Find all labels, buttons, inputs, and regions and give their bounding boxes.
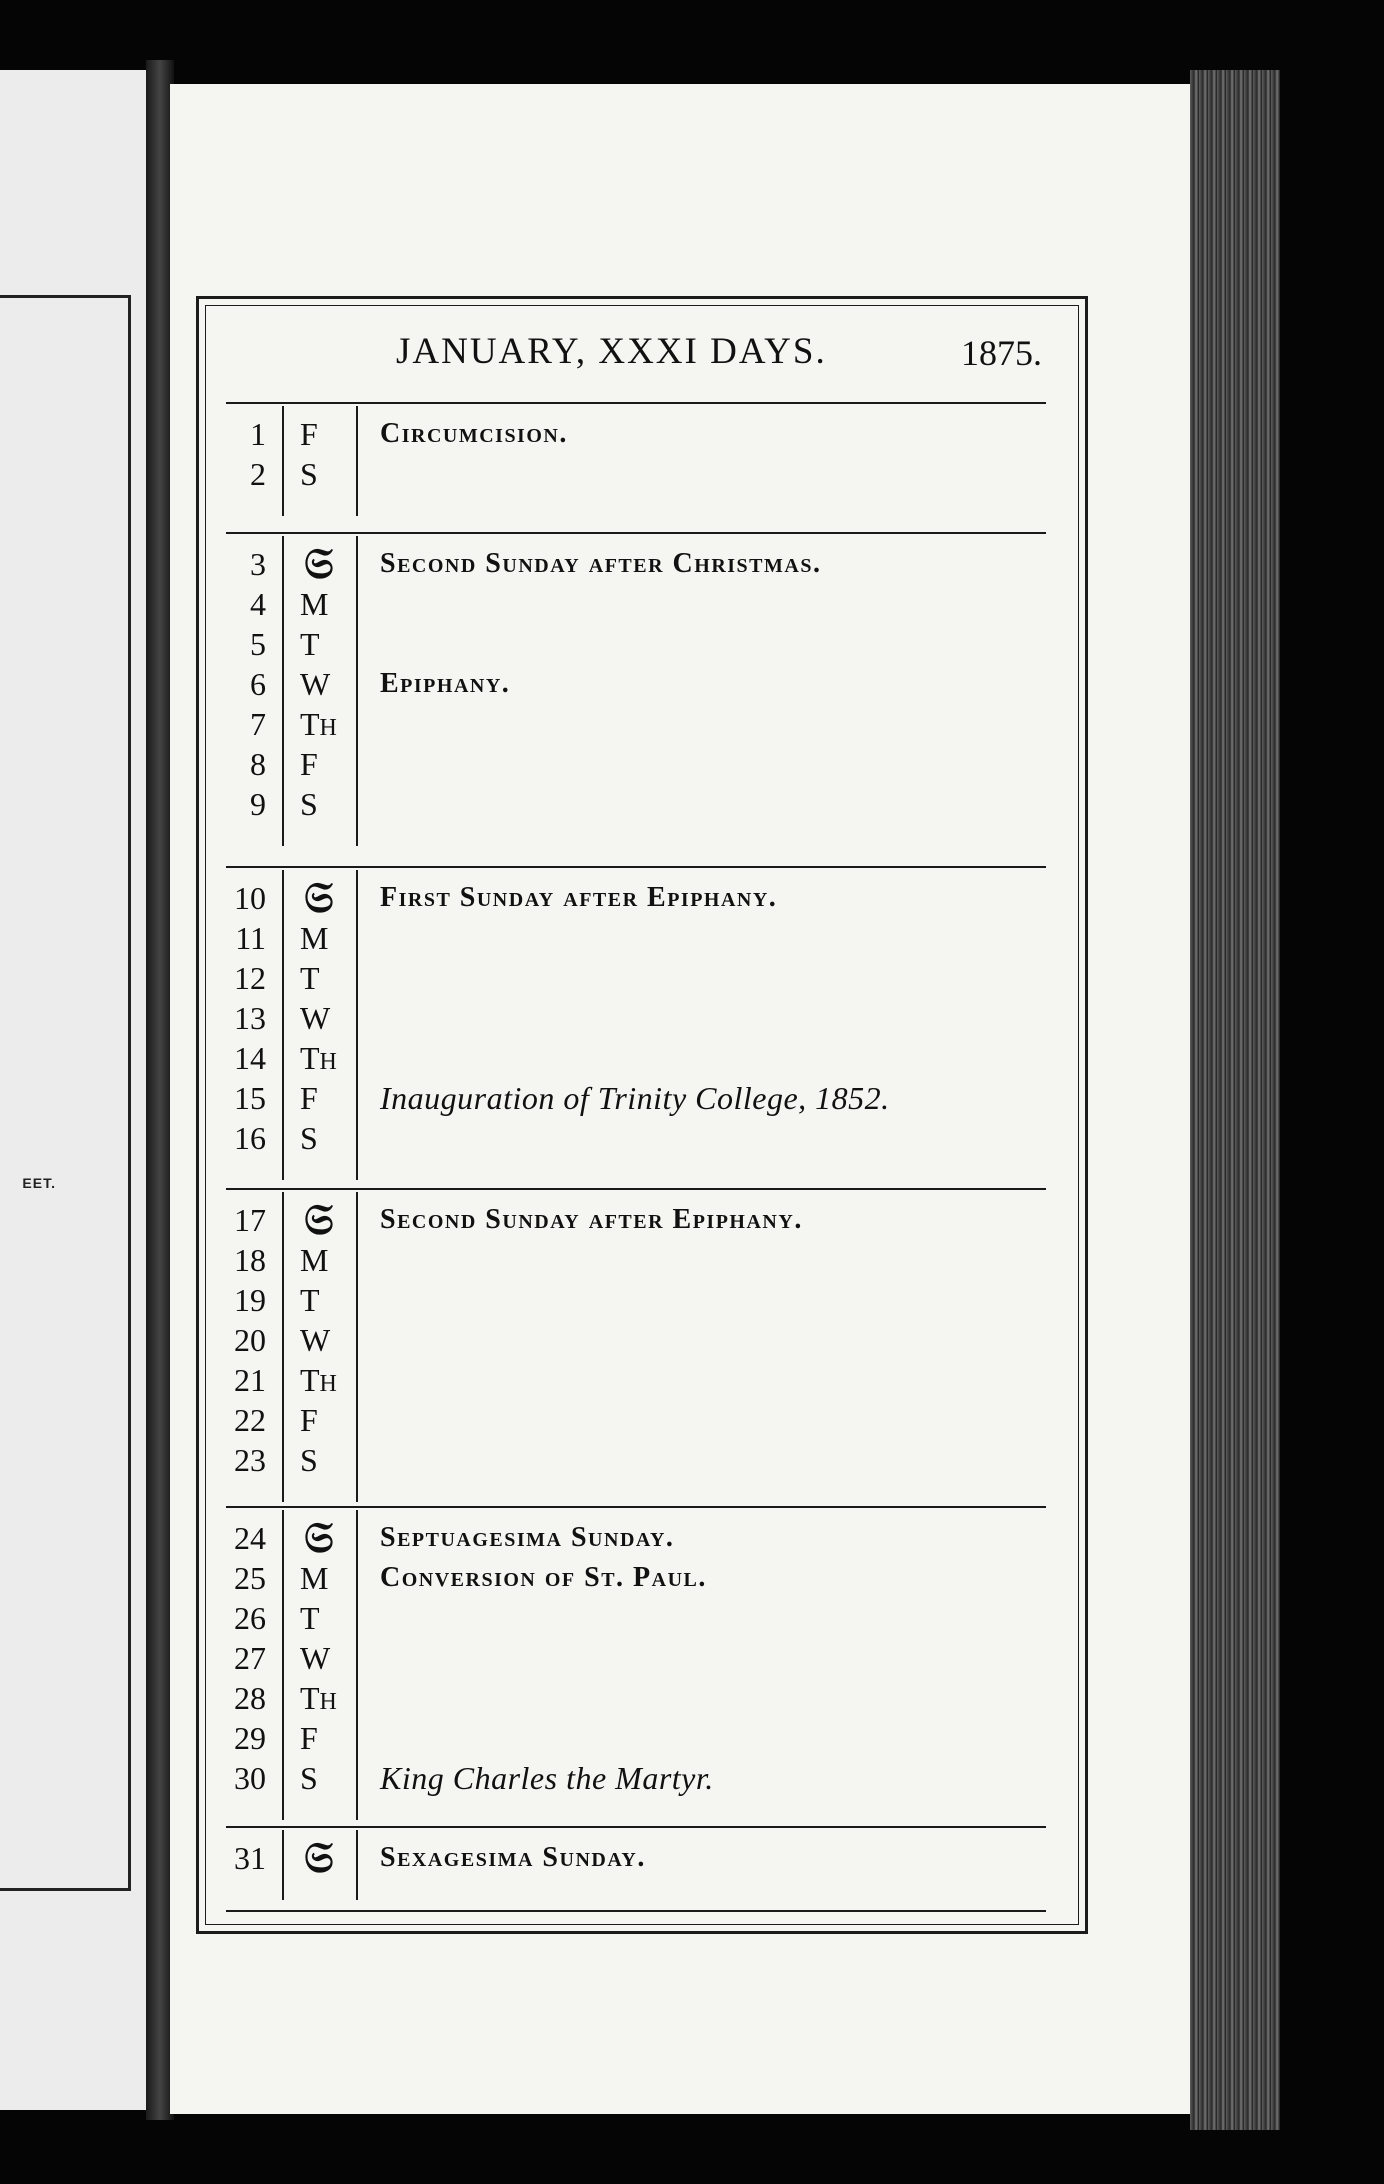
event-text: Circumcision.: [380, 418, 568, 449]
calendar-row: [226, 664, 1046, 704]
calendar-row: [226, 1598, 1046, 1638]
weekday-letter: M: [300, 586, 329, 622]
weekday-letter: TH: [300, 1680, 337, 1716]
calendar-row: [226, 998, 1046, 1038]
weekday-letter: S: [300, 1120, 318, 1156]
day-number: 15: [234, 1080, 266, 1116]
day-number: 9: [250, 786, 266, 822]
weekday-letter: S: [300, 456, 318, 492]
event-text: First Sunday after Epiphany.: [380, 882, 778, 913]
year-label: 1875.: [961, 333, 1042, 373]
day-number: 26: [234, 1600, 266, 1636]
calendar-row: [226, 414, 1046, 454]
day-number: 8: [250, 746, 266, 782]
event-text: Sexagesima Sunday.: [380, 1842, 646, 1873]
day-number: 28: [234, 1680, 266, 1716]
calendar-row: [226, 1558, 1046, 1598]
weekday-letter: M: [300, 1242, 329, 1278]
day-number: 22: [234, 1402, 266, 1438]
page-edges: [1190, 70, 1280, 2130]
calendar-row: [226, 1440, 1046, 1480]
week-divider: [226, 402, 1046, 404]
week-divider: [226, 1188, 1046, 1190]
day-number: 4: [250, 586, 266, 622]
day-number: 23: [234, 1442, 266, 1478]
calendar-row: [226, 744, 1046, 784]
month-title: JANUARY, XXXI DAYS.: [396, 331, 827, 372]
day-number: 27: [234, 1640, 266, 1676]
day-number: 2: [250, 456, 266, 492]
weekday-letter: T: [300, 626, 320, 662]
day-number: 10: [234, 880, 266, 916]
calendar-row: [226, 1833, 1046, 1882]
calendar-row: [226, 918, 1046, 958]
event-text: Inauguration of Trinity College, 1852.: [380, 1080, 890, 1116]
weekday-letter: W: [300, 1640, 331, 1676]
weekday-letter: W: [300, 666, 331, 702]
calendar-row: [226, 454, 1046, 494]
day-number: 3: [250, 546, 266, 582]
calendar-row: [226, 624, 1046, 664]
weekday-letter: T: [300, 1282, 320, 1318]
day-number: 29: [234, 1720, 266, 1756]
calendar-row: [226, 873, 1046, 922]
sunday-letter: 𝔖: [304, 1833, 334, 1882]
day-number: 5: [250, 626, 266, 662]
week-divider: [226, 866, 1046, 868]
weekday-letter: F: [300, 746, 318, 782]
day-number: 24: [234, 1520, 266, 1556]
calendar-row: [226, 1195, 1046, 1244]
calendar-table: [226, 402, 1046, 1922]
day-number: 7: [250, 706, 266, 742]
day-number: 11: [235, 920, 266, 956]
calendar-row: [226, 1513, 1046, 1562]
calendar-row: [226, 704, 1046, 744]
day-number: 20: [234, 1322, 266, 1358]
event-text: Septuagesima Sunday.: [380, 1522, 675, 1553]
left-page-fragment: EET.: [22, 1175, 56, 1191]
left-page-frame: [0, 295, 131, 1891]
calendar-row: [226, 1280, 1046, 1320]
day-number: 12: [234, 960, 266, 996]
day-number: 16: [234, 1120, 266, 1156]
day-number: 21: [234, 1362, 266, 1398]
weekday-letter: S: [300, 1760, 318, 1796]
calendar-row: [226, 1638, 1046, 1678]
calendar-row: [226, 1360, 1046, 1400]
calendar-row: [226, 539, 1046, 588]
calendar-row: [226, 1038, 1046, 1078]
weekday-letter: W: [300, 1000, 331, 1036]
sunday-letter: 𝔖: [304, 1513, 334, 1562]
event-text: Epiphany.: [380, 668, 511, 699]
weekday-letter: F: [300, 1080, 318, 1116]
weekday-letter: M: [300, 1560, 329, 1596]
calendar-row: [226, 1678, 1046, 1718]
calendar-row: [226, 1758, 1046, 1798]
day-number: 25: [234, 1560, 266, 1596]
weekday-letter: TH: [300, 1040, 337, 1076]
table-bottom-rule: [226, 1910, 1046, 1912]
day-number: 6: [250, 666, 266, 702]
week-divider: [226, 1826, 1046, 1828]
sunday-letter: 𝔖: [304, 1195, 334, 1244]
event-text: King Charles the Martyr.: [380, 1760, 714, 1796]
calendar-row: [226, 1078, 1046, 1118]
week-divider: [226, 1506, 1046, 1508]
day-number: 13: [234, 1000, 266, 1036]
weekday-letter: TH: [300, 706, 337, 742]
day-number: 30: [234, 1760, 266, 1796]
day-number: 14: [234, 1040, 266, 1076]
event-text: Second Sunday after Christmas.: [380, 548, 822, 579]
weekday-letter: F: [300, 1720, 318, 1756]
left-page: [0, 70, 148, 2110]
calendar-row: [226, 1718, 1046, 1758]
calendar-header: [196, 326, 1082, 386]
weekday-letter: TH: [300, 1362, 337, 1398]
calendar-row: [226, 1320, 1046, 1360]
day-number: 17: [234, 1202, 266, 1238]
calendar-row: [226, 1240, 1046, 1280]
weekday-letter: W: [300, 1322, 331, 1358]
calendar-row: [226, 784, 1046, 824]
event-text: Conversion of St. Paul.: [380, 1562, 707, 1593]
sunday-letter: 𝔖: [304, 539, 334, 588]
weekday-letter: T: [300, 1600, 320, 1636]
day-number: 31: [234, 1840, 266, 1876]
weekday-letter: F: [300, 1402, 318, 1438]
weekday-letter: F: [300, 416, 318, 452]
weekday-letter: S: [300, 1442, 318, 1478]
weekday-letter: T: [300, 960, 320, 996]
calendar-row: [226, 1400, 1046, 1440]
sunday-letter: 𝔖: [304, 873, 334, 922]
weekday-letter: M: [300, 920, 329, 956]
weekday-letter: S: [300, 786, 318, 822]
week-divider: [226, 532, 1046, 534]
calendar-row: [226, 1118, 1046, 1158]
day-number: 1: [250, 416, 266, 452]
day-number: 18: [234, 1242, 266, 1278]
calendar-row: [226, 958, 1046, 998]
calendar-row: [226, 584, 1046, 624]
day-number: 19: [234, 1282, 266, 1318]
event-text: Second Sunday after Epiphany.: [380, 1204, 803, 1235]
